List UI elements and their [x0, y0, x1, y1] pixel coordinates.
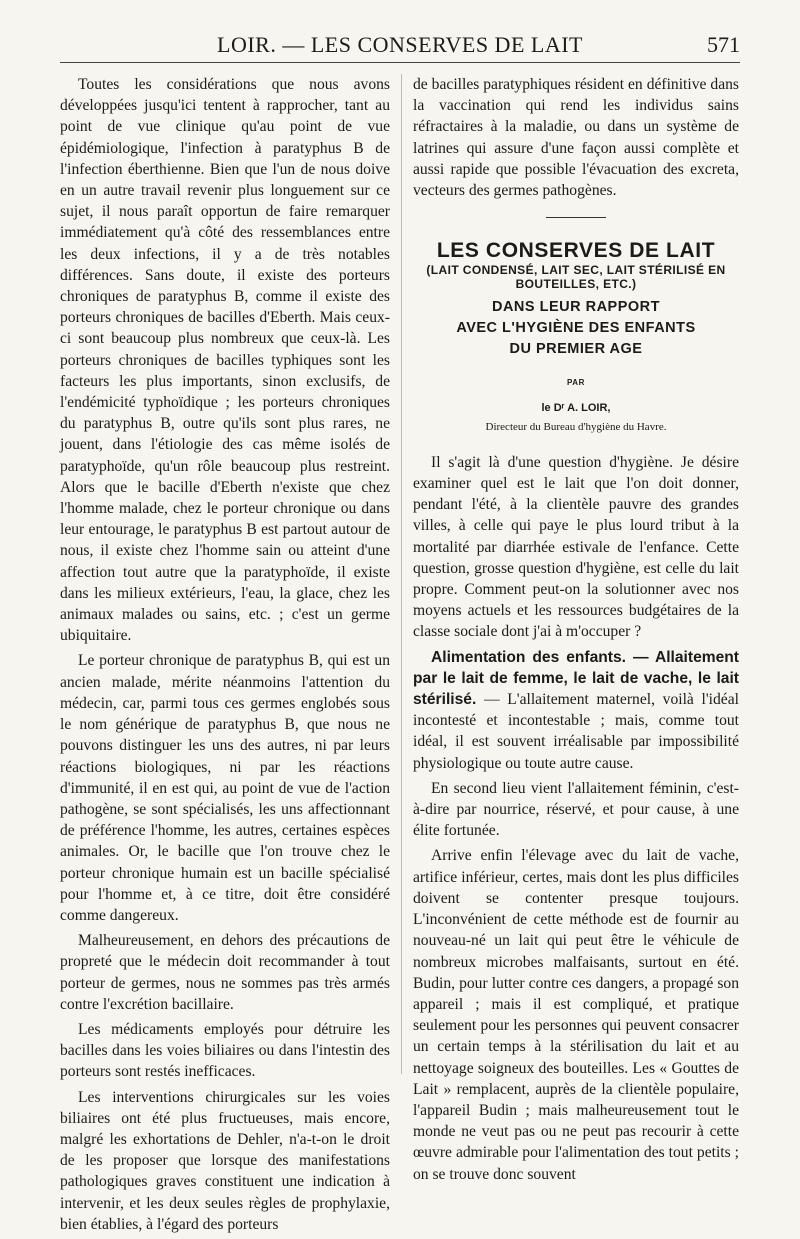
article-title: LES CONSERVES DE LAIT — [436, 239, 716, 263]
running-title: LOIR. — LES CONSERVES DE LAIT — [217, 32, 583, 57]
article-subtitle-line: DANS LEUR RAPPORT — [491, 299, 660, 316]
body-paragraph: En second lieu vient l'allaitement féminin, c'est-à-dire par nourrice, réservé, et pour cause, à une élite fortunée. — [413, 779, 739, 840]
section-text: — L'allaitement maternel, voilà l'idéal incontesté et incontestable ; mais, comme tout idéal, il est souvent irréalisable par impossibilité physiologique ou toute autre cause. — [413, 691, 739, 772]
section-heading: Alimentation des enfants. — Allaitement par le lait de femme, le lait de vache, le lait stérilisé. — [413, 648, 739, 709]
continuation-paragraph: de bacilles paratyphiques résident en définitive dans la vaccination qui rend les individus sains réfractaires à la maladie, ou dans un système de latrines qui assure d'une façon aussi complète et aussi rapide que possible l'évacuation des excreta, vecteurs des germes pathogènes. — [413, 76, 739, 200]
right-column — [413, 74, 739, 1189]
article-subtitle: (LAIT CONDENSÉ, LAIT SEC, LAIT STÉRILISÉ EN BOUTEILLES, ETC.) — [426, 263, 726, 292]
par-label: PAR — [566, 378, 586, 388]
section-paragraph — [413, 647, 739, 774]
running-header — [60, 28, 740, 63]
article-subtitle-line: DU PREMIER AGE — [509, 341, 643, 358]
article-subtitle-line: AVEC L'HYGIÈNE DES ENFANTS — [456, 320, 696, 337]
body-paragraph: Toutes les considérations que nous avons développées jusqu'ici tentent à rapprocher, tant au point de vue clinique qu'au point de vue épidémiologique, l'infection à paratyphus B de l'infection éberthienne. Bien que l'un de nous doive en un autre travail revenir plus longuement sur ce sujet, il nous paraît opportun de faire remarquer immédiatement qu'à côté des ressemblances entre les deux infections, il y a de très notables différences. Sans doute, il existe des porteurs chroniques de paratyphus B, comme il existe des porteurs chroniques de bacilles d'Eberth. Mais ceux-ci sont beaucoup plus nombreux que ceux-là. Les porteurs chroniques de bacilles typhiques sont les facteurs les plus importants, sinon exclusifs, de l'endémicité typhoïdique ; les porteurs chroniques du paratyphus B, outre qu'ils sont plus rares, ne jouent, dans l'étiologie des cas même isolés de paratyphoïde, qu'un rôle beaucoup plus restreint. Alors que le bacille d'Eberth n'existe que chez l'homme malade, chez le porteur chronique ou dans leur entourage, le paratyphus B est partout autour de nous, il existe chez l'homme sain ou atteint d'une affection tout autre que la paratyphoïde, il existe dans les milieux extérieurs, l'eau, la glace, chez les animaux malades ou sains, etc. ; c'est un germe ubiquitaire. — [60, 76, 390, 645]
body-paragraph: Malheureusement, en dehors des précautions de propreté que le médecin doit recommander à tout porteur de germes, nous ne sommes pas très armés contre l'excrétion bacillaire. — [60, 932, 390, 1013]
body-paragraph: Arrive enfin l'élevage avec du lait de vache, artifice inférieur, certes, mais dont les plus difficiles doivent se contenter presque toujours. L'inconvénient de cette méthode est de fournir au nouveau-né un lait qui peut être le véhicule de nombreux microbes malfaisants, surtout en été. Budin, pour lutter contre ces dangers, a propagé son appareil ; mais il est compliqué, et pratique seulement pour les personnes qui peuvent consacrer un certain temps à la stérilisation du lait et au nettoyage soigneux des bouteilles. Les « Gouttes de Lait » remplacent, auprès de la clientèle populaire, l'appareil Budin ; mais malheureusement tout le monde ne veut pas ou ne peut pas recourir à cette œuvre admirable pour l'alimentation des tout petits ; on se trouve donc souvent — [413, 847, 739, 1183]
author-affiliation: Directeur du Bureau d'hygiène du Havre. — [485, 420, 667, 433]
author-name: le Dʳ A. LOIR, — [541, 401, 611, 414]
body-paragraph: Les médicaments employés pour détruire les bacilles dans les voies biliaires ou dans l'intestin des porteurs sont restés inefficaces. — [60, 1020, 390, 1081]
left-column — [60, 74, 390, 1239]
page-number: 571 — [707, 32, 740, 57]
body-paragraph: Le porteur chronique de paratyphus B, qui est un ancien malade, mérite néanmoins l'attention du médecin, car, parmi tous ces germes englobés sous le nom générique de paratyphus B, que nous ne pouvons distinguer les uns des autres, ni par leurs réactions biologiques, ni par les réactions d'immunité, il en est qui, au point de vue de l'action pathogène, se sont spécialisés, les uns affectionnant de préférence l'homme, les autres, certaines espèces animales. Or, le bacille que l'on trouve chez le porteur chronique humain est un bacille spécialisé pour l'homme et, à ce titre, doit être considéré comme dangereux. — [60, 652, 390, 924]
section-divider — [546, 217, 606, 218]
intro-paragraph: Il s'agit là d'une question d'hygiène. Je désire examiner quel est le lait que l'on doit donner, pendant l'été, à la clientèle pauvre des grandes villes, à celle qui paye le plus lourd tribut à la mortalité par diarrhée estivale de l'enfance. Cette question, grosse question d'hygiène, est celle du lait propre. Comment peut-on la solutionner avec nos moyens actuels et les ressources budgétaires de la classe sociale dont j'ai à m'occuper ? — [413, 453, 739, 641]
body-paragraph: Les interventions chirurgicales sur les voies biliaires ont été plus fructueuses, mais encore, malgré les exhortations de Dehler, n'a-t-on le droit de les proposer que lorsque des manifestations pathologiques graves constituent une indication à intervenir, et les deux seules règles de prophylaxie, bien établies, à l'égard des porteurs — [60, 1088, 390, 1233]
